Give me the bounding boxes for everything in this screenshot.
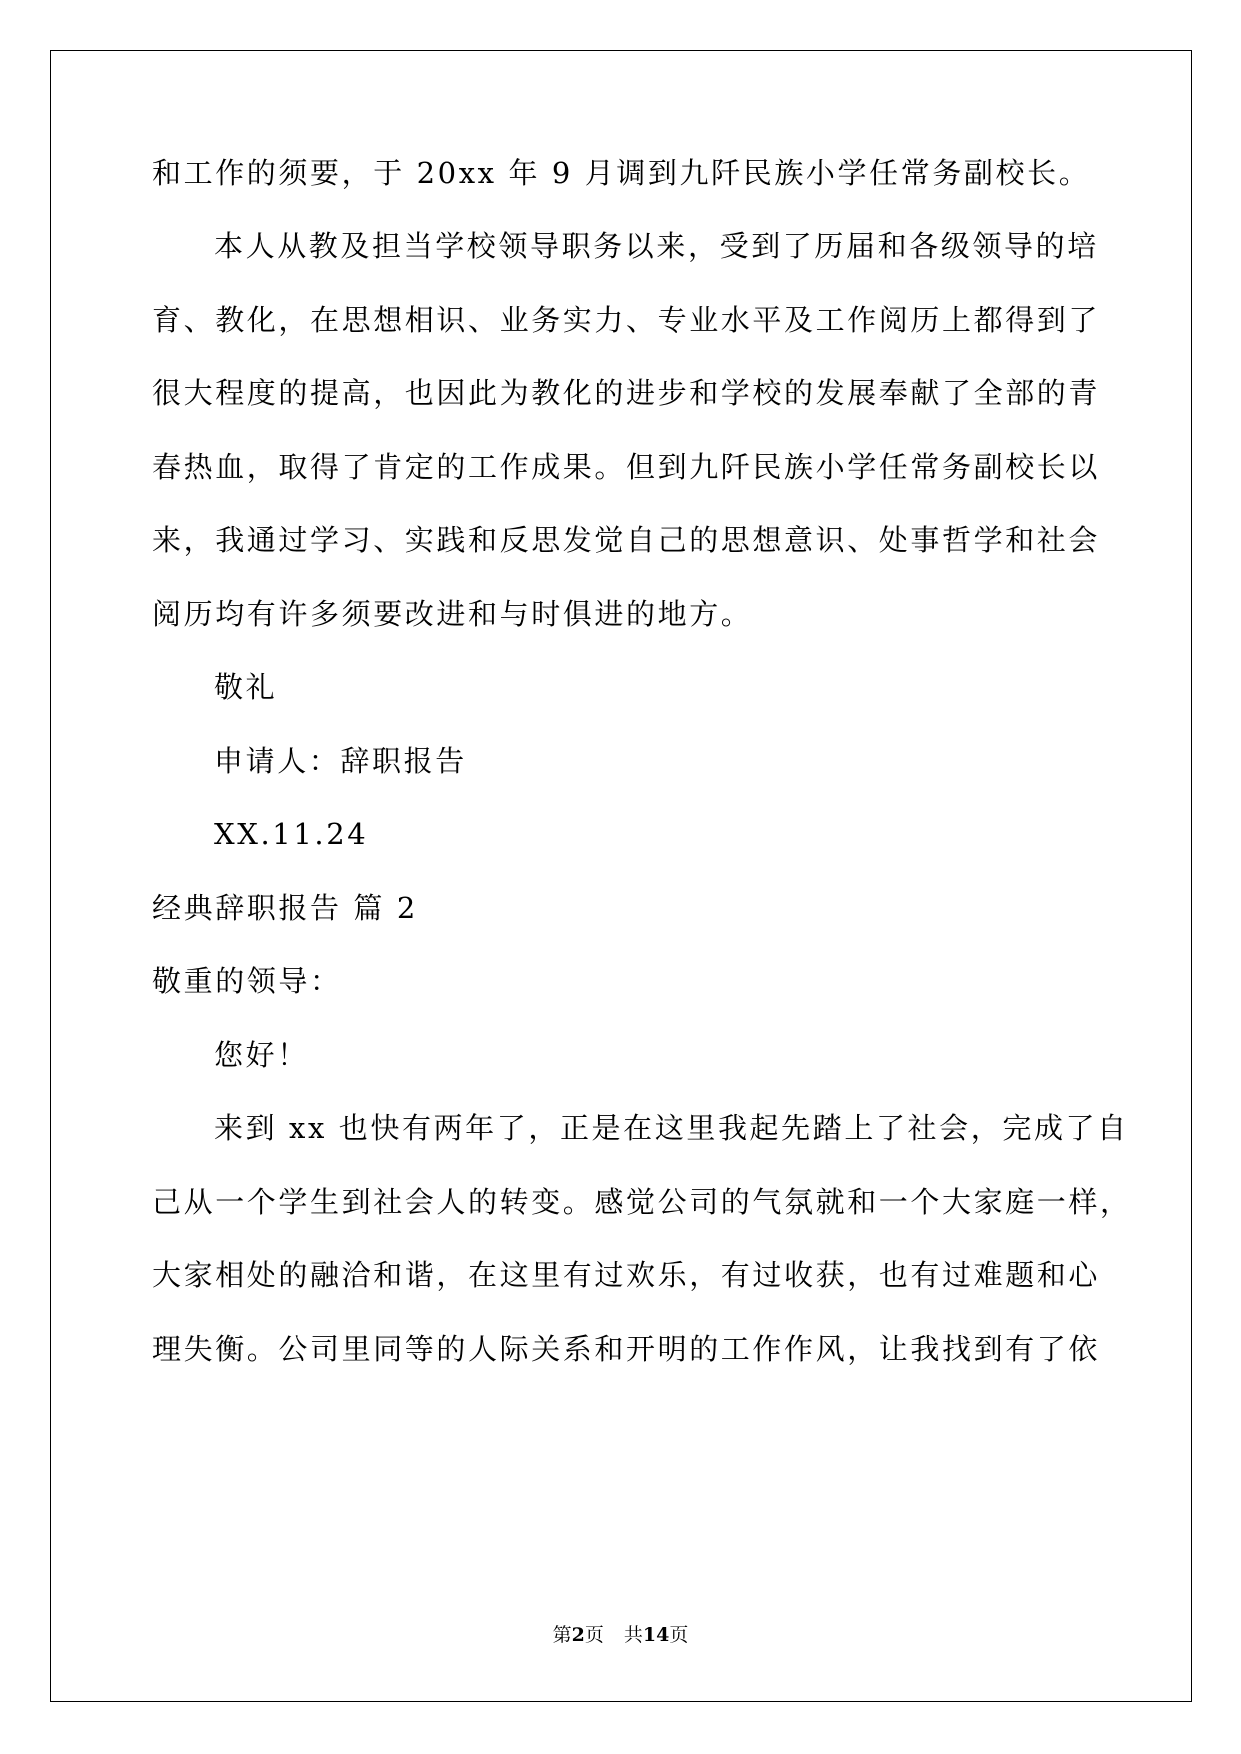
salutation: 敬重的领导： (152, 964, 342, 998)
page-prefix: 第 (552, 1624, 572, 1646)
page-border (50, 50, 1192, 1702)
section-heading: 经典辞职报告 篇 2 (152, 891, 418, 925)
body-line-5: 春热血，取得了肯定的工作成果。但到九阡民族小学任常务副校长以 (152, 450, 1101, 484)
body-line-8: 来到 xx 也快有两年了，正是在这里我起先踏上了社会，完成了自 (214, 1111, 1129, 1145)
body-line-11: 理失衡。公司里同等的人际关系和开明的工作作风，让我找到有了依 (152, 1332, 1101, 1366)
greeting: 您好！ (214, 1038, 309, 1072)
body-line-7: 阅历均有许多须要改进和与时俱进的地方。 (152, 597, 753, 631)
date-line: XX.11.24 (214, 817, 369, 851)
body-line-3: 育、教化，在思想相识、业务实力、专业水平及工作阅历上都得到了 (152, 303, 1101, 337)
total-prefix: 共 (623, 1624, 643, 1646)
body-line-9: 己从一个学生到社会人的转变。感觉公司的气氛就和一个大家庭一样， (152, 1185, 1132, 1219)
page-footer (0, 1623, 1241, 1647)
closing-salute: 敬礼 (214, 670, 278, 704)
body-line-10: 大家相处的融洽和谐，在这里有过欢乐，有过收获，也有过难题和心 (152, 1258, 1101, 1292)
total-pages: 14 (642, 1624, 670, 1646)
page-unit: 页 (584, 1624, 604, 1646)
body-line-4: 很大程度的提高，也因此为教化的进步和学校的发展奉献了全部的青 (152, 376, 1101, 410)
body-line-2: 本人从教及担当学校领导职务以来，受到了历届和各级领导的培 (214, 229, 1099, 263)
total-unit: 页 (669, 1624, 689, 1646)
applicant-line: 申请人：辞职报告 (214, 744, 467, 778)
body-line-1: 和工作的须要，于 20xx 年 9 月调到九阡民族小学任常务副校长。 (152, 156, 1091, 190)
page-number: 2 (571, 1624, 585, 1646)
body-line-6: 来，我通过学习、实践和反思发觉自己的思想意识、处事哲学和社会 (152, 523, 1101, 557)
